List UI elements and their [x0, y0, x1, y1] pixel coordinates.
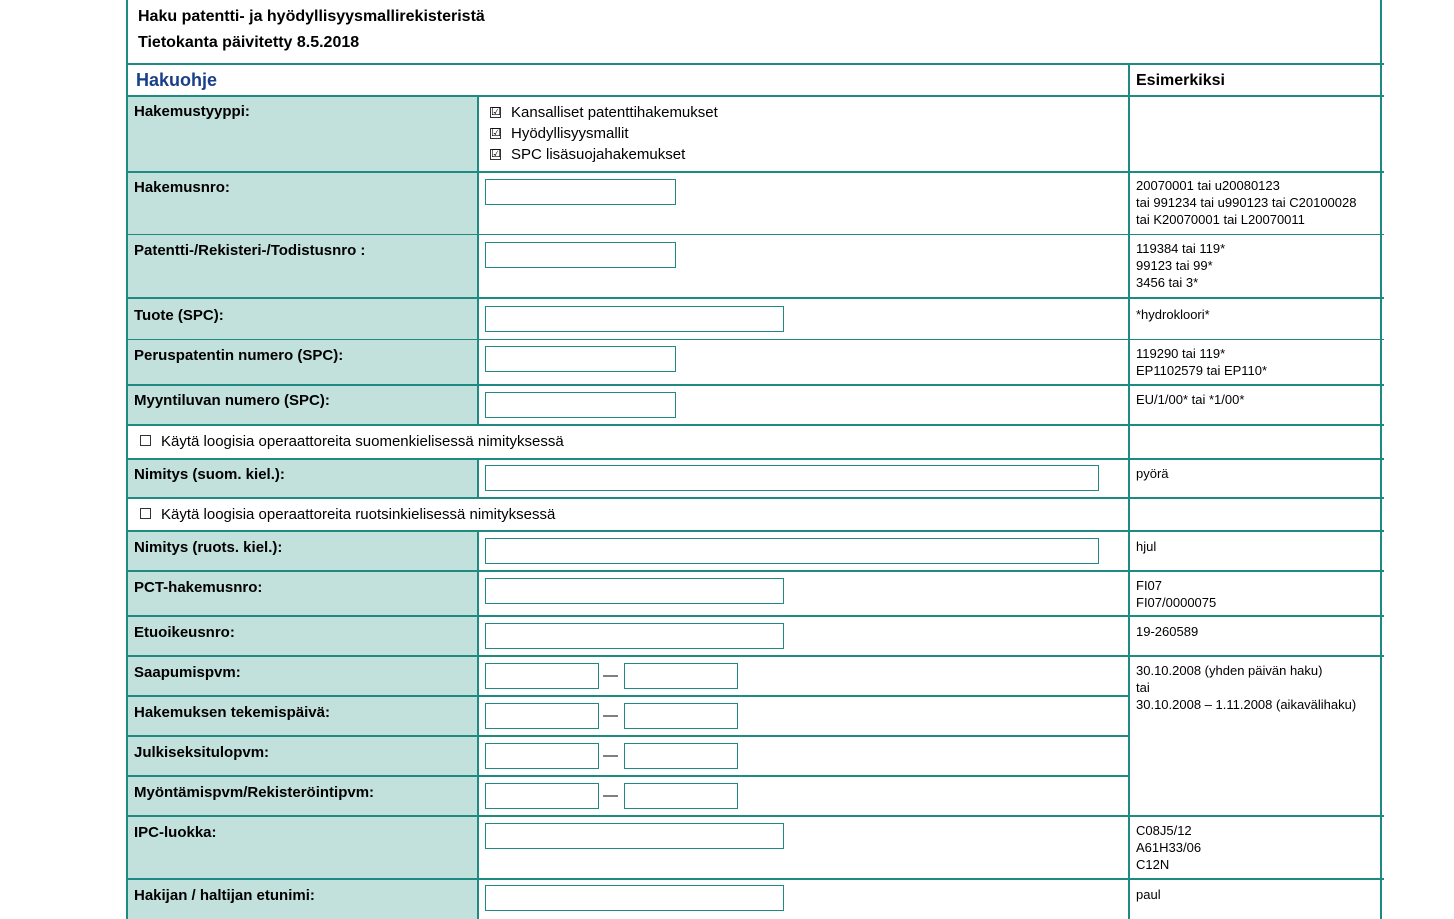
priority-no-label: Etuoikeusnro:	[134, 624, 235, 641]
logic-operators-fi-checkbox[interactable]	[140, 435, 151, 446]
arrival-date-label: Saapumispvm:	[134, 664, 241, 681]
arrival-date-dash: —	[603, 667, 618, 684]
checkbox-national-patents-label: Kansalliset patenttihakemukset	[511, 104, 718, 121]
grant-date-label: Myöntämispvm/Rekisteröintipvm:	[134, 784, 375, 801]
base-patent-spc-example: 119290 tai 119* EP1102579 tai EP110*	[1136, 346, 1268, 378]
checkbox-spc-label: SPC lisäsuojahakemukset	[511, 146, 686, 163]
grant-date-dash: —	[603, 787, 618, 804]
label-column-bg-1	[128, 97, 478, 426]
logic-operators-fi-label: Käytä loogisia operaattoreita suomenkielisessä nimityksessä	[161, 433, 564, 450]
date-example: 30.10.2008 (yhden päivän haku) tai 30.10.2008 – 1.11.2008 (aikavälihaku)	[1136, 663, 1357, 712]
product-spc-input[interactable]	[485, 306, 784, 332]
pct-no-example: FI07 FI07/0000075	[1136, 578, 1217, 610]
pct-no-label: PCT-hakemusnro:	[134, 579, 263, 596]
grant-date-from-input[interactable]	[485, 783, 599, 809]
application-no-input[interactable]	[485, 179, 676, 205]
help-link[interactable]: Hakuohje	[136, 70, 218, 90]
title-fi-example: pyörä	[1136, 466, 1169, 481]
ipc-class-input[interactable]	[485, 823, 784, 849]
publication-date-dash: —	[603, 747, 618, 764]
title-fi-input[interactable]	[485, 465, 1099, 491]
logic-operators-sv-checkbox[interactable]	[140, 508, 151, 519]
publication-date-from-input[interactable]	[485, 743, 599, 769]
ipc-class-example: C08J5/12 A61H33/06 C12N	[1136, 823, 1202, 872]
publication-date-label: Julkiseksitulopvm:	[134, 744, 270, 761]
priority-no-input[interactable]	[485, 623, 784, 649]
database-updated-text: Tietokanta päivitetty 8.5.2018	[138, 34, 360, 51]
product-spc-label: Tuote (SPC):	[134, 307, 224, 324]
patent-no-label: Patentti-/Rekisteri-/Todistusnro :	[134, 242, 366, 259]
priority-no-example: 19-260589	[1136, 624, 1199, 639]
checkbox-national-patents[interactable]: ☑	[491, 106, 501, 118]
checkbox-spc[interactable]: ☑	[491, 148, 501, 160]
base-patent-spc-input[interactable]	[485, 346, 676, 372]
patent-no-input[interactable]	[485, 242, 676, 268]
checkbox-utility-models[interactable]: ☑	[491, 127, 501, 139]
ipc-class-label: IPC-luokka:	[134, 824, 217, 841]
marketing-auth-spc-example: EU/1/00* tai *1/00*	[1136, 392, 1245, 407]
logic-operators-sv-label: Käytä loogisia operaattoreita ruotsinkielisessä nimityksessä	[161, 506, 556, 523]
marketing-auth-spc-input[interactable]	[485, 392, 676, 418]
pct-no-input[interactable]	[485, 578, 784, 604]
application-no-label: Hakemusnro:	[134, 179, 230, 196]
page-title: Haku patentti- ja hyödyllisyysmallirekisteristä	[138, 8, 485, 25]
base-patent-spc-label: Peruspatentin numero (SPC):	[134, 347, 344, 364]
filing-date-dash: —	[603, 707, 618, 724]
arrival-date-from-input[interactable]	[485, 663, 599, 689]
title-sv-label: Nimitys (ruots. kiel.):	[134, 539, 283, 556]
checkbox-utility-models-label: Hyödyllisyysmallit	[511, 125, 629, 142]
application-type-label: Hakemustyyppi:	[134, 103, 250, 120]
applicant-first-name-example: paul	[1136, 887, 1161, 902]
title-fi-label: Nimitys (suom. kiel.):	[134, 466, 285, 483]
arrival-date-to-input[interactable]	[624, 663, 738, 689]
filing-date-from-input[interactable]	[485, 703, 599, 729]
patent-no-example: 119384 tai 119* 99123 tai 99* 3456 tai 3*	[1136, 241, 1226, 290]
publication-date-to-input[interactable]	[624, 743, 738, 769]
applicant-first-name-input[interactable]	[485, 885, 784, 911]
application-no-example: 20070001 tai u20080123 tai 991234 tai u990123 tai C20100028 tai K20070001 tai L20070011	[1136, 178, 1357, 227]
product-spc-example: *hydrokloori*	[1136, 307, 1210, 322]
applicant-first-name-label: Hakijan / haltijan etunimi:	[134, 887, 315, 904]
title-sv-example: hjul	[1136, 539, 1157, 554]
grant-date-to-input[interactable]	[624, 783, 738, 809]
filing-date-to-input[interactable]	[624, 703, 738, 729]
search-form	[126, 0, 1382, 919]
title-sv-input[interactable]	[485, 538, 1099, 564]
examples-heading: Esimerkiksi	[1136, 72, 1225, 89]
filing-date-label: Hakemuksen tekemispäivä:	[134, 704, 330, 721]
marketing-auth-spc-label: Myyntiluvan numero (SPC):	[134, 392, 330, 409]
